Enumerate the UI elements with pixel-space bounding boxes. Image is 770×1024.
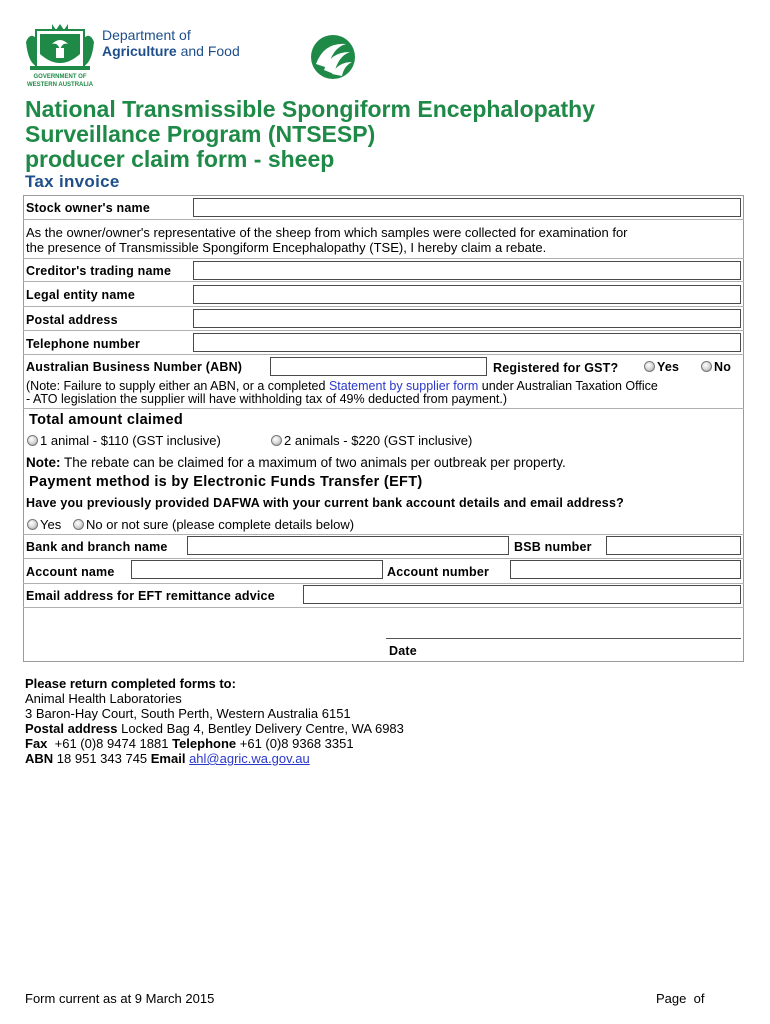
email-label: Email address for EFT remittance advice (26, 589, 275, 603)
prev-yes-radio[interactable] (27, 519, 38, 530)
stock-owner-label: Stock owner's name (26, 201, 150, 215)
return-line-1: Animal Health Laboratories (25, 691, 182, 706)
one-animal-radio[interactable] (27, 435, 38, 446)
dept-line-2: Agriculture and Food (102, 43, 240, 59)
prev-no-radio[interactable] (73, 519, 84, 530)
row-total-amount (23, 409, 744, 472)
row-telephone (23, 331, 744, 355)
prev-no-option[interactable]: No or not sure (please complete details below) (73, 517, 354, 532)
payment-method-title: Payment method is by Electronic Funds Transfer (EFT) (29, 474, 423, 490)
account-number-label: Account number (387, 565, 490, 579)
crest-caption-2: WESTERN AUSTRALIA (26, 82, 94, 88)
page-number: Page of (656, 991, 705, 1006)
form-title (25, 97, 595, 172)
row-ato-note (23, 379, 744, 409)
return-line-2: 3 Baron-Hay Court, South Perth, Western Australia 6151 (25, 706, 351, 721)
creditor-label: Creditor's trading name (26, 264, 172, 278)
option-one-animal[interactable]: 1 animal - $110 (GST inclusive) (27, 433, 221, 448)
row-abn (23, 355, 744, 379)
postal-address-input[interactable] (193, 309, 741, 328)
account-name-label: Account name (26, 565, 115, 579)
two-animals-radio[interactable] (271, 435, 282, 446)
return-abn-email: ABN 18 951 343 745 Email ahl@agric.wa.gov.au (25, 751, 310, 766)
row-account (23, 559, 744, 584)
total-amount-title: Total amount claimed (29, 412, 183, 428)
declaration-text: As the owner/owner's representative of the sheep from which samples were collected for examination for the presence of Transmissible Spongiform Encephalopathy (TSE), I hereby claim a rebate. (26, 225, 628, 255)
row-postal-address (23, 307, 744, 331)
legal-entity-input[interactable] (193, 285, 741, 304)
row-stock-owner (23, 195, 744, 220)
abn-label: Australian Business Number (ABN) (26, 360, 243, 374)
row-declaration (23, 220, 744, 259)
gst-label: Registered for GST? (493, 361, 619, 375)
telephone-label: Telephone number (26, 337, 141, 351)
gst-no-radio[interactable] (701, 361, 712, 372)
bank-input[interactable] (187, 536, 509, 555)
legal-entity-label: Legal entity name (26, 288, 135, 302)
agriculture-round-logo (310, 34, 356, 80)
account-name-input[interactable] (131, 560, 383, 579)
title-line-2: Surveillance Program (NTSESP) (25, 121, 376, 147)
form-current-date: Form current as at 9 March 2015 (25, 991, 215, 1006)
bank-label: Bank and branch name (26, 540, 168, 554)
gst-no-option[interactable]: No (701, 360, 731, 374)
row-payment-method (23, 472, 744, 535)
date-label: Date (389, 644, 417, 658)
email-input[interactable] (303, 585, 741, 604)
row-creditor (23, 259, 744, 282)
return-heading: Please return completed forms to: (25, 676, 236, 691)
telephone-input[interactable] (193, 333, 741, 352)
stock-owner-input[interactable] (193, 198, 741, 217)
wa-government-crest-logo (22, 22, 98, 90)
postal-address-label: Postal address (26, 313, 118, 327)
title-line-1: National Transmissible Spongiform Encephalopathy (25, 96, 595, 122)
row-email (23, 584, 744, 608)
option-two-animals[interactable]: 2 animals - $220 (GST inclusive) (271, 433, 472, 448)
row-legal-entity (23, 282, 744, 307)
rebate-note: Note: The rebate can be claimed for a maximum of two animals per outbreak per property. (26, 455, 566, 470)
statement-by-supplier-link[interactable]: Statement by supplier form (328, 379, 479, 393)
department-name (102, 27, 240, 59)
tax-invoice-subtitle: Tax invoice (25, 172, 120, 191)
previous-details-question: Have you previously provided DAFWA with your current bank account details and email address? (26, 496, 624, 510)
row-date (23, 608, 744, 662)
abn-input[interactable] (270, 357, 487, 376)
email-link[interactable]: ahl@agric.wa.gov.au (189, 751, 310, 766)
ato-note: (Note: Failure to supply either an ABN, or a completed Statement by supplier form under Australian Taxation Office - ATO legislation the supplier will have withholding tax of 49% deducted from payment.) (26, 379, 658, 406)
return-fax-telephone: Fax +61 (0)8 9474 1881 Telephone +61 (0)8 9368 3351 (25, 736, 354, 751)
prev-yes-option[interactable]: Yes (27, 517, 61, 532)
bsb-input[interactable] (606, 536, 741, 555)
date-signature-line[interactable] (386, 638, 741, 639)
crest-caption-1: GOVERNMENT OF (33, 74, 87, 80)
title-line-3: producer claim form - sheep (25, 146, 335, 172)
gst-yes-option[interactable]: Yes (644, 360, 679, 374)
dept-line-1: Department of (102, 27, 191, 43)
return-info (25, 676, 404, 766)
bsb-label: BSB number (514, 540, 592, 554)
gst-yes-radio[interactable] (644, 361, 655, 372)
creditor-input[interactable] (193, 261, 741, 280)
account-number-input[interactable] (510, 560, 741, 579)
row-bank (23, 535, 744, 559)
return-postal: Postal address Locked Bag 4, Bentley Delivery Centre, WA 6983 (25, 721, 404, 736)
